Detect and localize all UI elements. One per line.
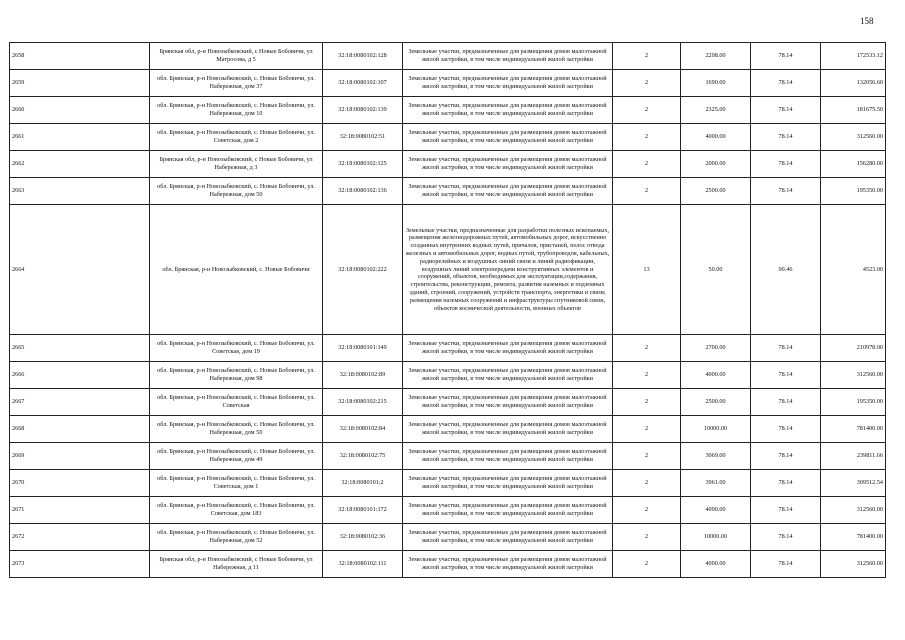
cadastral-rate-cell: 78.14 (751, 551, 821, 578)
cadastral-value-cell: 156280.00 (821, 151, 886, 178)
cadastral-value-cell: 781400.00 (821, 524, 886, 551)
permitted-use-cell: Земельные участки, предназначенные для размещения домов малоэтажной жилой застройки, в том числе индивидуальной жилой застройки (403, 362, 613, 389)
cadastral-value-cell: 781400.00 (821, 416, 886, 443)
cadastral-value-cell: 309512.54 (821, 470, 886, 497)
cadastral-value-cell: 195350.00 (821, 178, 886, 205)
permitted-use-cell: Земельные участки, предназначенные для разработки полезных ископаемых, размещения железнодорожных путей, автомобильных дорог, искусственно созданных внутренних водных путей, причалов, пристаней, полос отвода железных и автомобильных дорог, водных путей, трубопроводов, кабельных, радиорелейных и воздушных линий связи и линий радиофикации, воздушных линий электропередачи конструктивных элементов и сооружений, объектов, необходимых для эксплуатации,содержания, строительства, реконструкции, ремонта, развития наземных и подземных зданий, строений, сооружений, устройств транспорта, энергетики и связи; размещения наземных сооружений и инфраструктуры спутниковой связи, объектов космической деятельности, военных объектов (403, 205, 613, 335)
cadastral-rate-cell: 78.14 (751, 470, 821, 497)
table-row (10, 178, 886, 205)
address-cell: обл. Брянская, р-н Новозыбковский, с. Новые Бобовичи, ул. Набережная, дом 98 (150, 362, 323, 389)
area-cell: 50.00 (681, 205, 751, 335)
row-number-cell: 2658 (10, 43, 150, 70)
address-cell: обл. Брянская, р-н Новозыбковский, с. Новые Бобовичи, ул. Советская, дом 19 (150, 335, 323, 362)
row-number-cell: 2667 (10, 389, 150, 416)
table-body (10, 43, 886, 578)
table-row (10, 151, 886, 178)
cadastral-rate-cell: 78.14 (751, 97, 821, 124)
row-number-cell: 2670 (10, 470, 150, 497)
cadastral-number-cell: 32:18:0080102:139 (323, 97, 403, 124)
area-cell: 2325.00 (681, 97, 751, 124)
cadastral-number-cell: 32:18:0080102:89 (323, 362, 403, 389)
area-cell: 10000.00 (681, 524, 751, 551)
cadastral-number-cell: 32:18:0080102:107 (323, 70, 403, 97)
table-row (10, 497, 886, 524)
address-cell: обл. Брянская, р-н Новозыбковский, с. Новые Бобовичи, ул. Набережная, дом 50 (150, 416, 323, 443)
address-cell: обл. Брянская, р-н Новозыбковский, с. Новые Бобовичи, ул. Советская, дом 183 (150, 497, 323, 524)
cadastral-value-cell: 132056.60 (821, 70, 886, 97)
row-number-cell: 2664 (10, 205, 150, 335)
row-number-cell: 2662 (10, 151, 150, 178)
table-row (10, 205, 886, 335)
table-row (10, 470, 886, 497)
permitted-use-cell: Земельные участки, предназначенные для размещения домов малоэтажной жилой застройки, в том числе индивидуальной жилой застройки (403, 178, 613, 205)
area-cell: 4000.00 (681, 362, 751, 389)
category-cell: 2 (613, 362, 681, 389)
area-cell: 4000.00 (681, 551, 751, 578)
address-cell: обл. Брянская, р-н Новозыбковский, с. Новые Бобовичи, ул. Советская (150, 389, 323, 416)
cadastral-value-cell: 312560.00 (821, 124, 886, 151)
category-cell: 2 (613, 43, 681, 70)
cadastral-number-cell: 32:18:0080102:51 (323, 124, 403, 151)
cadastral-rate-cell: 78.14 (751, 497, 821, 524)
cadastral-value-cell: 181675.50 (821, 97, 886, 124)
table-row (10, 124, 886, 151)
permitted-use-cell: Земельные участки, предназначенные для размещения домов малоэтажной жилой застройки, в том числе индивидуальной жилой застройки (403, 43, 613, 70)
category-cell: 2 (613, 178, 681, 205)
row-number-cell: 2659 (10, 70, 150, 97)
cadastral-rate-cell: 90.46 (751, 205, 821, 335)
row-number-cell: 2672 (10, 524, 150, 551)
area-cell: 2700.00 (681, 335, 751, 362)
table-row (10, 551, 886, 578)
cadastral-number-cell: 32:18:0080101:172 (323, 497, 403, 524)
permitted-use-cell: Земельные участки, предназначенные для размещения домов малоэтажной жилой застройки, в том числе индивидуальной жилой застройки (403, 470, 613, 497)
address-cell: Брянская обл, р-н Новозыбковский, с Новые Бобовичи, ул Матросова, д 5 (150, 43, 323, 70)
row-number-cell: 2661 (10, 124, 150, 151)
permitted-use-cell: Земельные участки, предназначенные для размещения домов малоэтажной жилой застройки, в том числе индивидуальной жилой застройки (403, 443, 613, 470)
row-number-cell: 2666 (10, 362, 150, 389)
cadastral-rate-cell: 78.14 (751, 362, 821, 389)
area-cell: 3069.00 (681, 443, 751, 470)
row-number-cell: 2663 (10, 178, 150, 205)
category-cell: 2 (613, 124, 681, 151)
cadastral-rate-cell: 78.14 (751, 389, 821, 416)
category-cell: 2 (613, 389, 681, 416)
area-cell: 4000.00 (681, 124, 751, 151)
cadastral-value-cell: 172533.12 (821, 43, 886, 70)
cadastral-value-cell: 239811.66 (821, 443, 886, 470)
land-registry-table (9, 42, 886, 578)
address-cell: обл. Брянская, р-н Новозыбковский, с. Новые Бобовичи, ул. Советская, дом 2 (150, 124, 323, 151)
cadastral-value-cell: 312560.00 (821, 497, 886, 524)
category-cell: 2 (613, 97, 681, 124)
cadastral-rate-cell: 78.14 (751, 416, 821, 443)
row-number-cell: 2673 (10, 551, 150, 578)
area-cell: 10000.00 (681, 416, 751, 443)
cadastral-value-cell: 312560.00 (821, 362, 886, 389)
permitted-use-cell: Земельные участки, предназначенные для размещения домов малоэтажной жилой застройки, в том числе индивидуальной жилой застройки (403, 70, 613, 97)
address-cell: Брянская обл, р-н Новозыбковский, с Новые Бобовичи, ул Набережная, д 3 (150, 151, 323, 178)
cadastral-number-cell: 32:18:0080102:84 (323, 416, 403, 443)
address-cell: обл. Брянская, р-н Новозыбковский, с. Новые Бобовичи, ул. Советская, дом 1 (150, 470, 323, 497)
category-cell: 2 (613, 551, 681, 578)
permitted-use-cell: Земельные участки, предназначенные для размещения домов малоэтажной жилой застройки, в том числе индивидуальной жилой застройки (403, 551, 613, 578)
table-row (10, 416, 886, 443)
permitted-use-cell: Земельные участки, предназначенные для размещения домов малоэтажной жилой застройки, в том числе индивидуальной жилой застройки (403, 497, 613, 524)
area-cell: 2208.00 (681, 43, 751, 70)
cadastral-rate-cell: 78.14 (751, 178, 821, 205)
table-row (10, 389, 886, 416)
row-number-cell: 2669 (10, 443, 150, 470)
permitted-use-cell: Земельные участки, предназначенные для размещения домов малоэтажной жилой застройки, в том числе индивидуальной жилой застройки (403, 97, 613, 124)
row-number-cell: 2660 (10, 97, 150, 124)
table-row (10, 70, 886, 97)
category-cell: 2 (613, 497, 681, 524)
cadastral-number-cell: 32:18:0080102:111 (323, 551, 403, 578)
category-cell: 2 (613, 335, 681, 362)
cadastral-value-cell: 4523.00 (821, 205, 886, 335)
cadastral-rate-cell: 78.14 (751, 335, 821, 362)
cadastral-rate-cell: 78.14 (751, 43, 821, 70)
address-cell: обл. Брянская, р-н Новозыбковский, с. Новые Бобовичи, ул. Набережная, дом 49 (150, 443, 323, 470)
cadastral-number-cell: 32:18:0080102:36 (323, 524, 403, 551)
cadastral-rate-cell: 78.14 (751, 151, 821, 178)
address-cell: обл. Брянская, р-н Новозыбковский, с. Новые Бобовичи, ул. Набережная, дом 10 (150, 97, 323, 124)
cadastral-number-cell: 32:18:0080102:136 (323, 178, 403, 205)
table-row (10, 362, 886, 389)
cadastral-number-cell: 32:18:0080102:75 (323, 443, 403, 470)
address-cell: Брянская обл, р-н Новозыбковский, с Новые Бобовичи, ул Набережная, д 11 (150, 551, 323, 578)
cadastral-number-cell: 32:18:0080102:215 (323, 389, 403, 416)
table-row (10, 97, 886, 124)
row-number-cell: 2671 (10, 497, 150, 524)
cadastral-value-cell: 312560.00 (821, 551, 886, 578)
cadastral-number-cell: 32:18:0080101:2 (323, 470, 403, 497)
category-cell: 2 (613, 70, 681, 97)
category-cell: 2 (613, 151, 681, 178)
area-cell: 2500.00 (681, 389, 751, 416)
area-cell: 2000.00 (681, 151, 751, 178)
table-row (10, 335, 886, 362)
cadastral-number-cell: 32:18:0080102:125 (323, 151, 403, 178)
category-cell: 2 (613, 470, 681, 497)
permitted-use-cell: Земельные участки, предназначенные для размещения домов малоэтажной жилой застройки, в том числе индивидуальной жилой застройки (403, 124, 613, 151)
page-number: 158 (860, 16, 874, 26)
table-row (10, 43, 886, 70)
cadastral-rate-cell: 78.14 (751, 443, 821, 470)
permitted-use-cell: Земельные участки, предназначенные для размещения домов малоэтажной жилой застройки, в том числе индивидуальной жилой застройки (403, 416, 613, 443)
cadastral-value-cell: 195350.00 (821, 389, 886, 416)
category-cell: 2 (613, 443, 681, 470)
cadastral-rate-cell: 78.14 (751, 524, 821, 551)
cadastral-number-cell: 32:18:0080102:128 (323, 43, 403, 70)
area-cell: 1690.00 (681, 70, 751, 97)
permitted-use-cell: Земельные участки, предназначенные для размещения домов малоэтажной жилой застройки, в том числе индивидуальной жилой застройки (403, 524, 613, 551)
table-row (10, 524, 886, 551)
address-cell: обл. Брянская, р-н Новозыбковский, с. Новые Бобовичи, ул. Набережная, дом 50 (150, 178, 323, 205)
row-number-cell: 2665 (10, 335, 150, 362)
table-row (10, 443, 886, 470)
cadastral-number-cell: 32:18:0080102:222 (323, 205, 403, 335)
category-cell: 2 (613, 524, 681, 551)
area-cell: 2500.00 (681, 178, 751, 205)
category-cell: 13 (613, 205, 681, 335)
cadastral-rate-cell: 78.14 (751, 70, 821, 97)
address-cell: обл. Брянская, р-н Новозыбковский, с. Новые Бобовичи, ул. Набережная, дом 52 (150, 524, 323, 551)
row-number-cell: 2668 (10, 416, 150, 443)
cadastral-value-cell: 210978.00 (821, 335, 886, 362)
permitted-use-cell: Земельные участки, предназначенные для размещения домов малоэтажной жилой застройки, в том числе индивидуальной жилой застройки (403, 389, 613, 416)
area-cell: 3961.00 (681, 470, 751, 497)
permitted-use-cell: Земельные участки, предназначенные для размещения домов малоэтажной жилой застройки, в том числе индивидуальной жилой застройки (403, 151, 613, 178)
address-cell: обл. Брянская, р-н Новозыбковский, с. Новые Бобовичи (150, 205, 323, 335)
cadastral-number-cell: 32:18:0080101:149 (323, 335, 403, 362)
cadastral-rate-cell: 78.14 (751, 124, 821, 151)
area-cell: 4000.00 (681, 497, 751, 524)
address-cell: обл. Брянская, р-н Новозыбковский, с. Новые Бобовичи, ул. Набережная, дом 37 (150, 70, 323, 97)
permitted-use-cell: Земельные участки, предназначенные для размещения домов малоэтажной жилой застройки, в том числе индивидуальной жилой застройки (403, 335, 613, 362)
category-cell: 2 (613, 416, 681, 443)
